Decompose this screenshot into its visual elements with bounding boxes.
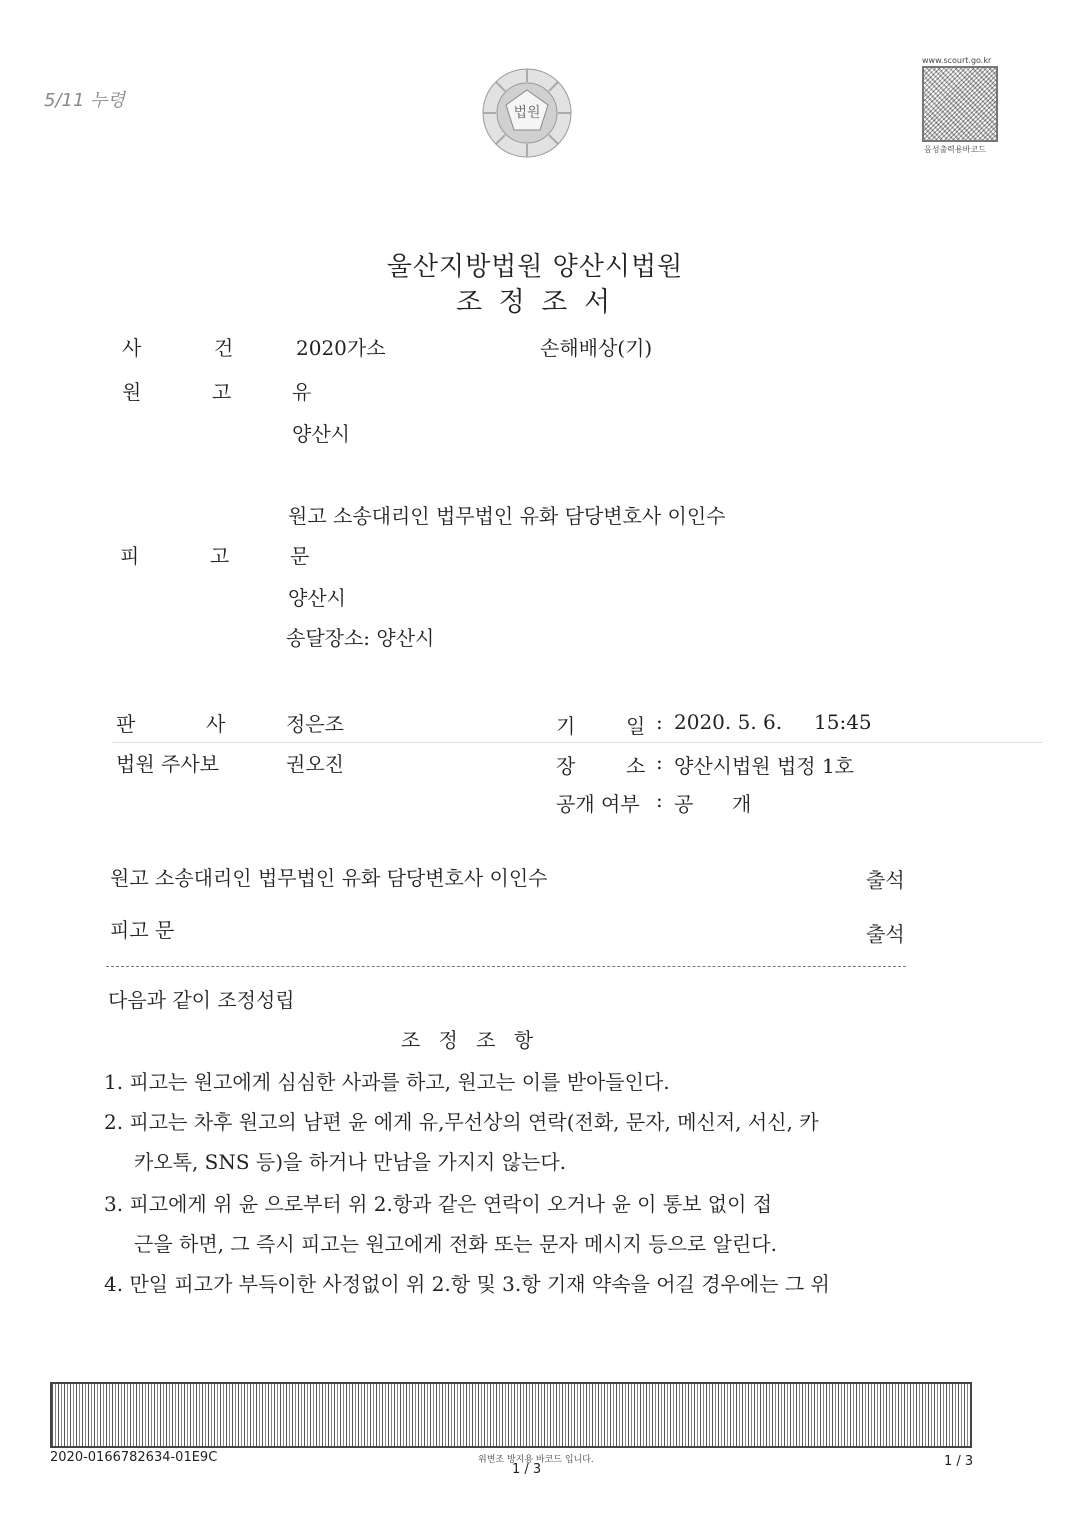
divider-line (112, 742, 1042, 743)
plaintiff-agent: 원고 소송대리인 법무법인 유화 담당변호사 이인수 (288, 504, 726, 528)
date-separator: : (656, 710, 663, 734)
defendant-service-address: 송달장소: 양산시 (286, 626, 435, 650)
anti-forgery-barcode-icon (50, 1382, 972, 1448)
public-separator: : (656, 788, 663, 812)
session-place: 양산시법원 법정 1호 (674, 754, 854, 778)
session-date: 2020. 5. 6. (674, 710, 783, 734)
attendance-party-1: 원고 소송대리인 법무법인 유화 담당변호사 이인수 (110, 866, 548, 890)
place-separator: : (656, 750, 663, 774)
case-label-2: 건 (214, 336, 234, 360)
seal-text: 법원 (513, 105, 541, 121)
qr-code-icon (922, 66, 998, 142)
case-number: 2020가소 (296, 336, 386, 360)
public-value-1: 공 (674, 792, 694, 816)
page-number-right: 1 / 3 (944, 1454, 974, 1469)
term-1: 1. 피고는 원고에게 심심한 사과를 하고, 원고는 이를 받아들인다. (104, 1070, 670, 1094)
term-2-line-2: 카오톡, SNS 등)을 하거나 만남을 가지지 않는다. (134, 1150, 567, 1174)
judge-label-2: 사 (206, 712, 226, 736)
place-label-1: 장 (556, 754, 576, 778)
case-label-1: 사 (122, 336, 142, 360)
plaintiff-label-2: 고 (212, 380, 232, 404)
defendant-label-2: 고 (210, 544, 230, 568)
date-label-2: 일 (626, 714, 646, 738)
session-time: 15:45 (814, 710, 872, 734)
date-label-1: 기 (556, 714, 576, 738)
term-2-line-1: 2. 피고는 차후 원고의 남편 윤 에게 유,무선상의 연락(전화, 문자, 메신저, 서신, 카 (104, 1110, 819, 1134)
court-seal-icon (478, 64, 576, 162)
case-type: 손해배상(기) (540, 336, 653, 360)
plaintiff-address: 양산시 (292, 422, 350, 446)
settlement-intro: 다음과 같이 조정성립 (108, 988, 295, 1012)
judge-label-1: 판 (116, 712, 136, 736)
term-3-line-1: 3. 피고에게 위 윤 으로부터 위 2.항과 같은 연락이 오거나 윤 이 통보 없이 접 (104, 1192, 773, 1216)
qr-caption: 음성출력용바코드 (924, 145, 986, 154)
defendant-name: 문 (290, 544, 310, 568)
attendance-status-2: 출석 (866, 922, 905, 946)
court-name: 울산지방법원 양산시법원 (386, 252, 684, 282)
dashed-separator (106, 966, 906, 967)
judge-name: 정은조 (286, 712, 344, 736)
attendance-party-2: 피고 문 (110, 918, 175, 942)
defendant-address: 양산시 (288, 586, 346, 610)
place-label-2: 소 (626, 754, 646, 778)
terms-title: 조 정 조 항 (400, 1028, 540, 1052)
document-id: 2020-0166782634-01E9C (50, 1450, 218, 1465)
barcode-caption: 위변조 방지용 바코드 입니다. (478, 1455, 594, 1465)
clerk-label: 법원 주사보 (116, 752, 219, 776)
plaintiff-name: 유 (292, 380, 312, 404)
document-title: 조 정 조 서 (455, 287, 615, 318)
public-label: 공개 여부 (556, 792, 640, 816)
term-4-line-1: 4. 만일 피고가 부득이한 사정없이 위 2.항 및 3.항 기재 약속을 어길 경우에는 그 위 (104, 1272, 830, 1296)
term-3-line-2: 근을 하면, 그 즉시 피고는 원고에게 전화 또는 문자 메시지 등으로 알린다. (134, 1232, 777, 1256)
page-number-center: 1 / 3 (512, 1462, 542, 1477)
handwritten-note: 5/11 누령 (44, 90, 125, 111)
public-value-2: 개 (732, 792, 752, 816)
clerk-name: 권오진 (286, 752, 344, 776)
defendant-label-1: 피 (120, 544, 140, 568)
plaintiff-label-1: 원 (122, 380, 142, 404)
qr-url: www.scourt.go.kr (922, 56, 992, 65)
attendance-status-1: 출석 (866, 868, 905, 892)
